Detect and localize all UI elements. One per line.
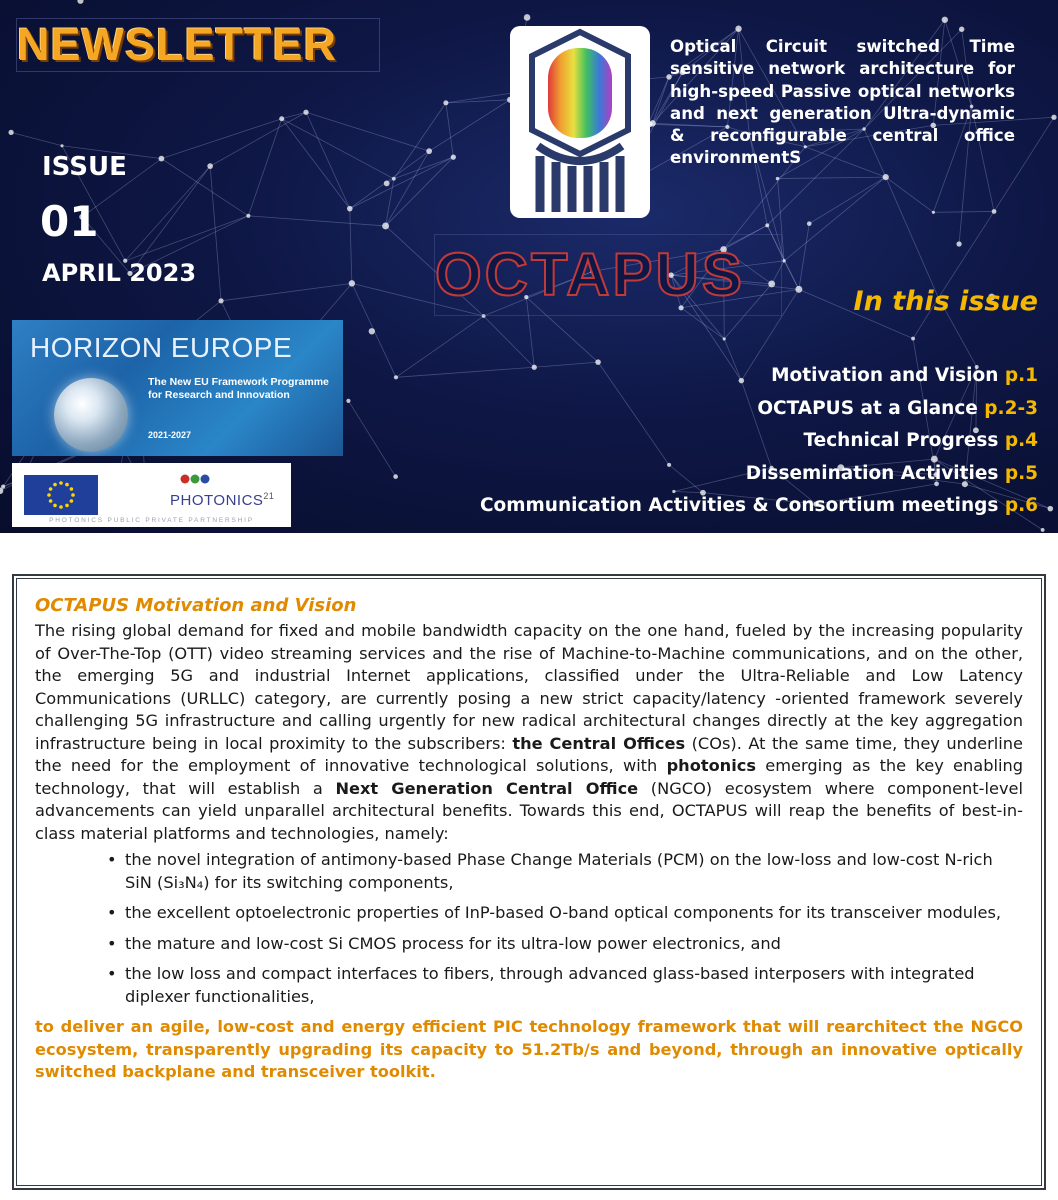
toc-item-motivation (480, 360, 1038, 393)
toc-title: Technical Progress (803, 430, 1005, 452)
ppp-caption: PHOTONICS PUBLIC PRIVATE PARTNERSHIP (49, 517, 254, 524)
eu-flag-icon (24, 475, 98, 515)
emphasis-central-offices: the Central Offices (512, 733, 686, 753)
toc-page: p.4 (1004, 430, 1038, 452)
table-of-contents (480, 360, 1038, 523)
toc-title: Communication Activities & Consortium meetings (479, 495, 1005, 517)
horizon-subtitle: The New EU Framework Programme for Research and Innovation (148, 376, 329, 401)
emphasis-ngco: Next Generation Central Office (335, 778, 639, 798)
photonics-logo (170, 491, 274, 509)
photonics-label: PHOTONICS (170, 492, 264, 509)
list-item: • the excellent optoelectronic properties of InP-based O-band optical components for its transceiver modules, (107, 902, 1007, 925)
technology-list (107, 849, 1023, 1008)
article-title: OCTAPUS Motivation and Vision (35, 595, 357, 616)
octapus-logo-icon (510, 26, 650, 218)
project-description: Optical Circuit switched Time sensitive network architecture for high-speed Passive optical networks and next generation Ultra-dynamic & reconfigurable central office environmentS (670, 37, 1015, 168)
toc-page: p.1 (1004, 365, 1038, 386)
horizon-title: HORIZON EUROPE (30, 332, 293, 363)
horizon-years: 2021-2027 (148, 430, 192, 440)
article-frame (12, 574, 1046, 1190)
horizon-europe-badge (12, 320, 343, 456)
issue-label: ISSUE (42, 152, 127, 182)
globe-icon (54, 378, 128, 452)
toc-page: p.6 (1004, 495, 1038, 517)
emphasis-photonics: photonics (666, 756, 756, 775)
text-run: (COs). At the same time, they underline the need for the employment of innovative technological solutions, with (35, 733, 1023, 775)
list-item: • the mature and low-cost Si CMOS process for its ultra-low power electronics, and (107, 933, 1007, 956)
project-name: OCTAPUS (434, 234, 782, 316)
toc-page: p.2-3 (984, 397, 1038, 419)
list-item: • the low loss and compact interfaces to fibers, through advanced glass-based interposers with integrated diplexer functionalities, (107, 963, 1007, 1008)
toc-item-technical (480, 425, 1038, 458)
text-run: emerging as the key enabling technology, that will establish a (35, 756, 1023, 798)
article-paragraph (35, 620, 1023, 845)
toc-title: Motivation and Vision (771, 365, 1005, 386)
photonics-superscript: 21 (263, 491, 275, 501)
list-item: • the novel integration of antimony-based Phase Change Materials (PCM) on the low-loss and low-cost N-rich SiN (Si₃N₄) for its switching components, (107, 849, 1007, 894)
toc-item-glance (480, 393, 1038, 426)
toc-page: p.5 (1004, 462, 1038, 484)
toc-item-communication (480, 490, 1038, 523)
toc-item-dissemination (480, 458, 1038, 491)
in-this-issue-heading: In this issue (853, 286, 1038, 317)
article-conclusion: to deliver an agile, low-cost and energy efficient PIC technology framework that will rearchitect the NGCO ecosystem, transparently upgrading its capacity to 51.2Tb/s and beyond, through an innovative optically switched backplane and transceiver toolkit. (35, 1017, 1023, 1081)
text-run: (NGCO) ecosystem where component-level advancements can yield unparallel architectural benefits. Towards this end, OCTAPUS will reap the benefits of best-in-class material platforms and technologies, namely: (35, 778, 1023, 843)
issue-date: APRIL 2023 (42, 259, 197, 287)
photonics-dots-icon (180, 473, 210, 485)
article-body (16, 578, 1042, 1186)
text-run: The rising global demand for fixed and mobile bandwidth capacity on the one hand, fueled by the increasing popularity of Over-The-Top (OTT) video streaming services and the rise of Machine-to-Machine communications, and on the other, the emerging 5G and industrial Internet applications, classified under the Ultra-Reliable and Low Latency Communications (URLLC) category, are currently posing a new strict capacity/latency -oriented framework severely challenging 5G infrastructure and calling urgently for new radical architectural changes directly at the key aggregation infrastructure being in local proximity to the subscribers: (35, 621, 1023, 753)
issue-number: 01 (40, 197, 99, 246)
newsletter-title: NEWSLETTER (16, 18, 380, 72)
partner-logos (12, 463, 291, 527)
octapus-logo (510, 26, 650, 218)
header-banner (0, 0, 1058, 533)
toc-title: Dissemination Activities (745, 462, 1005, 484)
toc-title: OCTAPUS at a Glance (757, 397, 985, 419)
